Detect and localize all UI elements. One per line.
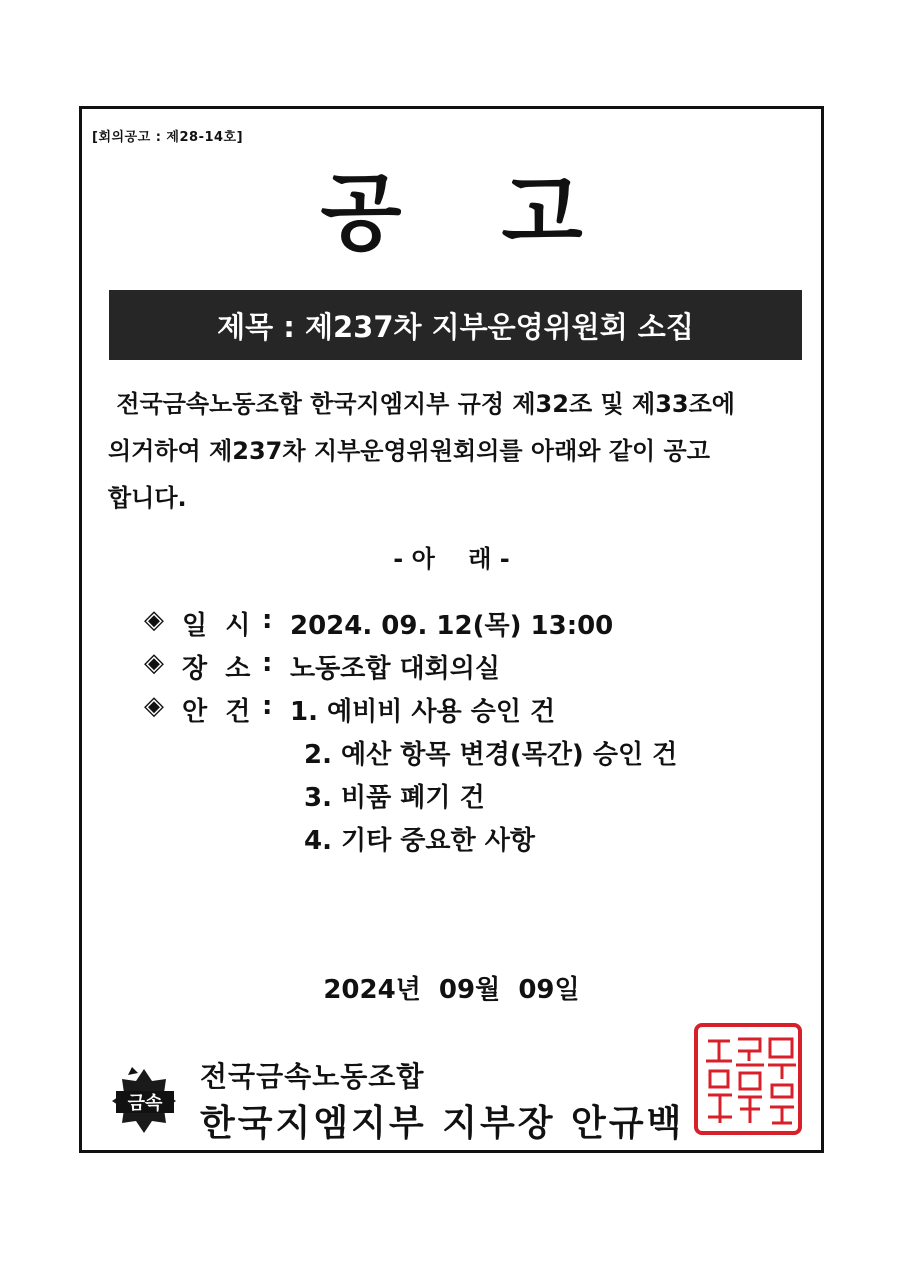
- union-name: 전국금속노동조합: [200, 1060, 425, 1093]
- colon: :: [262, 605, 273, 635]
- union-logo-icon: [108, 1061, 180, 1141]
- place-value: 노동조합 대회의실: [290, 654, 500, 684]
- subject-text: 제목 : 제237차 지부운영위원회 소집: [217, 309, 694, 344]
- logo-text: 금속: [127, 1093, 163, 1114]
- signatory: 한국지엠지부 지부장 안규백: [200, 1103, 685, 1144]
- diamond-bullet-icon: ◈: [144, 605, 164, 635]
- subject-bar: [109, 290, 802, 360]
- agenda-item: 3. 비품 폐기 건: [304, 783, 485, 813]
- diamond-bullet-icon: ◈: [144, 691, 164, 721]
- intro-line: 의거하여 제237차 지부운영위원회의를 아래와 같이 공고: [108, 437, 710, 465]
- agenda-item: 1. 예비비 사용 승인 건: [290, 697, 556, 727]
- colon: :: [262, 648, 273, 678]
- agenda-label: 안 건: [182, 697, 251, 727]
- issue-date: 2024년 09월 09일: [323, 975, 580, 1005]
- agenda-row: [144, 691, 555, 728]
- place-label: 장 소: [182, 654, 251, 684]
- agenda-item: 2. 예산 항목 변경(목간) 승인 건: [304, 740, 678, 770]
- datetime-value: 2024. 09. 12(목) 13:00: [290, 611, 614, 641]
- below-heading: - 아 래 -: [393, 545, 510, 573]
- intro-paragraph: [108, 381, 820, 522]
- official-seal-icon: [692, 1021, 804, 1137]
- intro-line: 전국금속노동조합 한국지엠지부 규정 제32조 및 제33조에: [108, 390, 735, 418]
- diamond-bullet-icon: ◈: [144, 648, 164, 678]
- intro-line: 합니다.: [108, 484, 187, 512]
- colon: :: [262, 691, 273, 721]
- datetime-label: 일 시: [182, 611, 251, 641]
- datetime-row: [144, 605, 613, 642]
- notice-frame: [79, 106, 824, 1153]
- place-row: [144, 648, 500, 685]
- agenda-item: 4. 기타 중요한 사항: [304, 826, 535, 856]
- notice-number: [회의공고 : 제28-14호]: [92, 130, 244, 145]
- page-title: 공고: [320, 164, 683, 262]
